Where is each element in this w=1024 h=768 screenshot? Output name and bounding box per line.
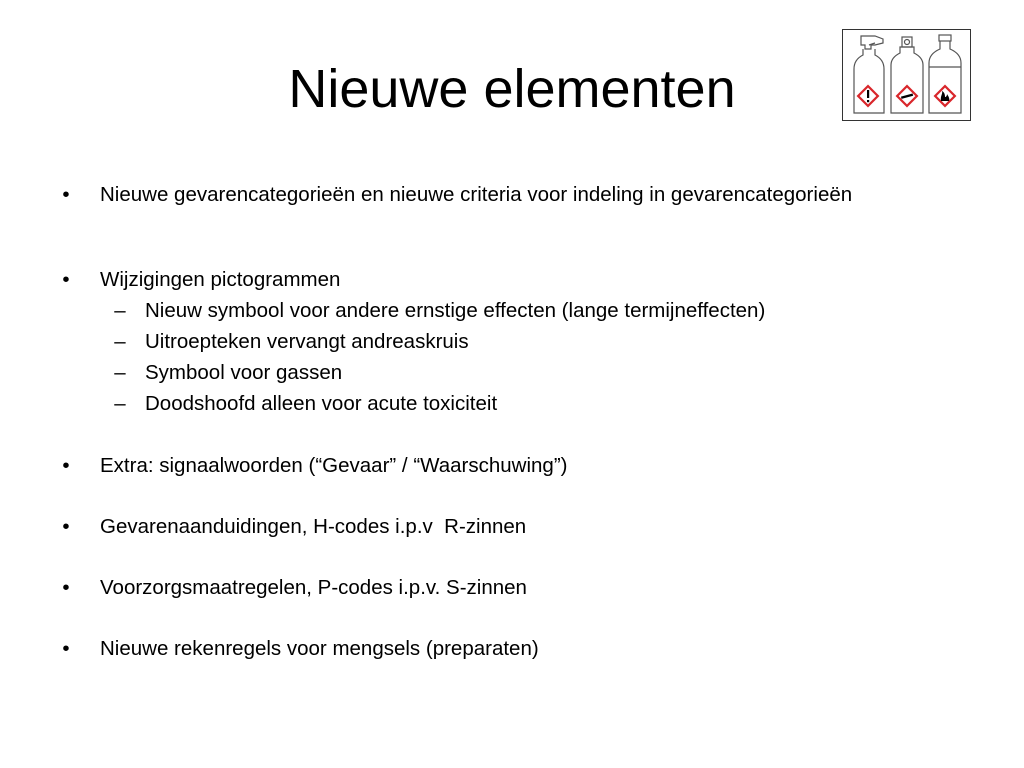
list-item-text: Gevarenaanduidingen, H-codes i.p.v R-zinnen [100,515,527,538]
slide-title: Nieuwe elementen [288,59,736,119]
bullet-marker: • [62,576,70,599]
sub-list-item-text: Doodshoofd alleen voor acute toxiciteit [145,392,498,415]
bullet-marker: • [62,268,70,291]
bullet-marker: • [62,637,70,660]
list-item-text: Nieuwe gevarencategorieën en nieuwe criteria voor indeling in gevarencategorieën [100,183,853,206]
list-item-text: Extra: signaalwoorden (“Gevaar” / “Waarschuwing”) [100,454,568,477]
sub-bullet-marker: – [114,361,126,384]
list-item-text: Nieuwe rekenregels voor mengsels (preparaten) [100,637,539,660]
sub-bullet-marker: – [114,392,126,415]
sub-list-item-text: Symbool voor gassen [145,361,343,384]
sub-list-item-text: Nieuw symbool voor andere ernstige effecten (lange termijneffecten) [145,299,766,322]
sub-bullet-marker: – [114,299,126,322]
list-item-text: Voorzorgsmaatregelen, P-codes i.p.v. S-zinnen [100,576,527,599]
bullet-marker: • [62,454,70,477]
sub-bullet-marker: – [114,330,126,353]
bullet-marker: • [62,183,70,206]
bullet-marker: • [62,515,70,538]
list-item-text: Wijzigingen pictogrammen [100,268,341,291]
sub-list-item-text: Uitroepteken vervangt andreaskruis [145,330,469,353]
